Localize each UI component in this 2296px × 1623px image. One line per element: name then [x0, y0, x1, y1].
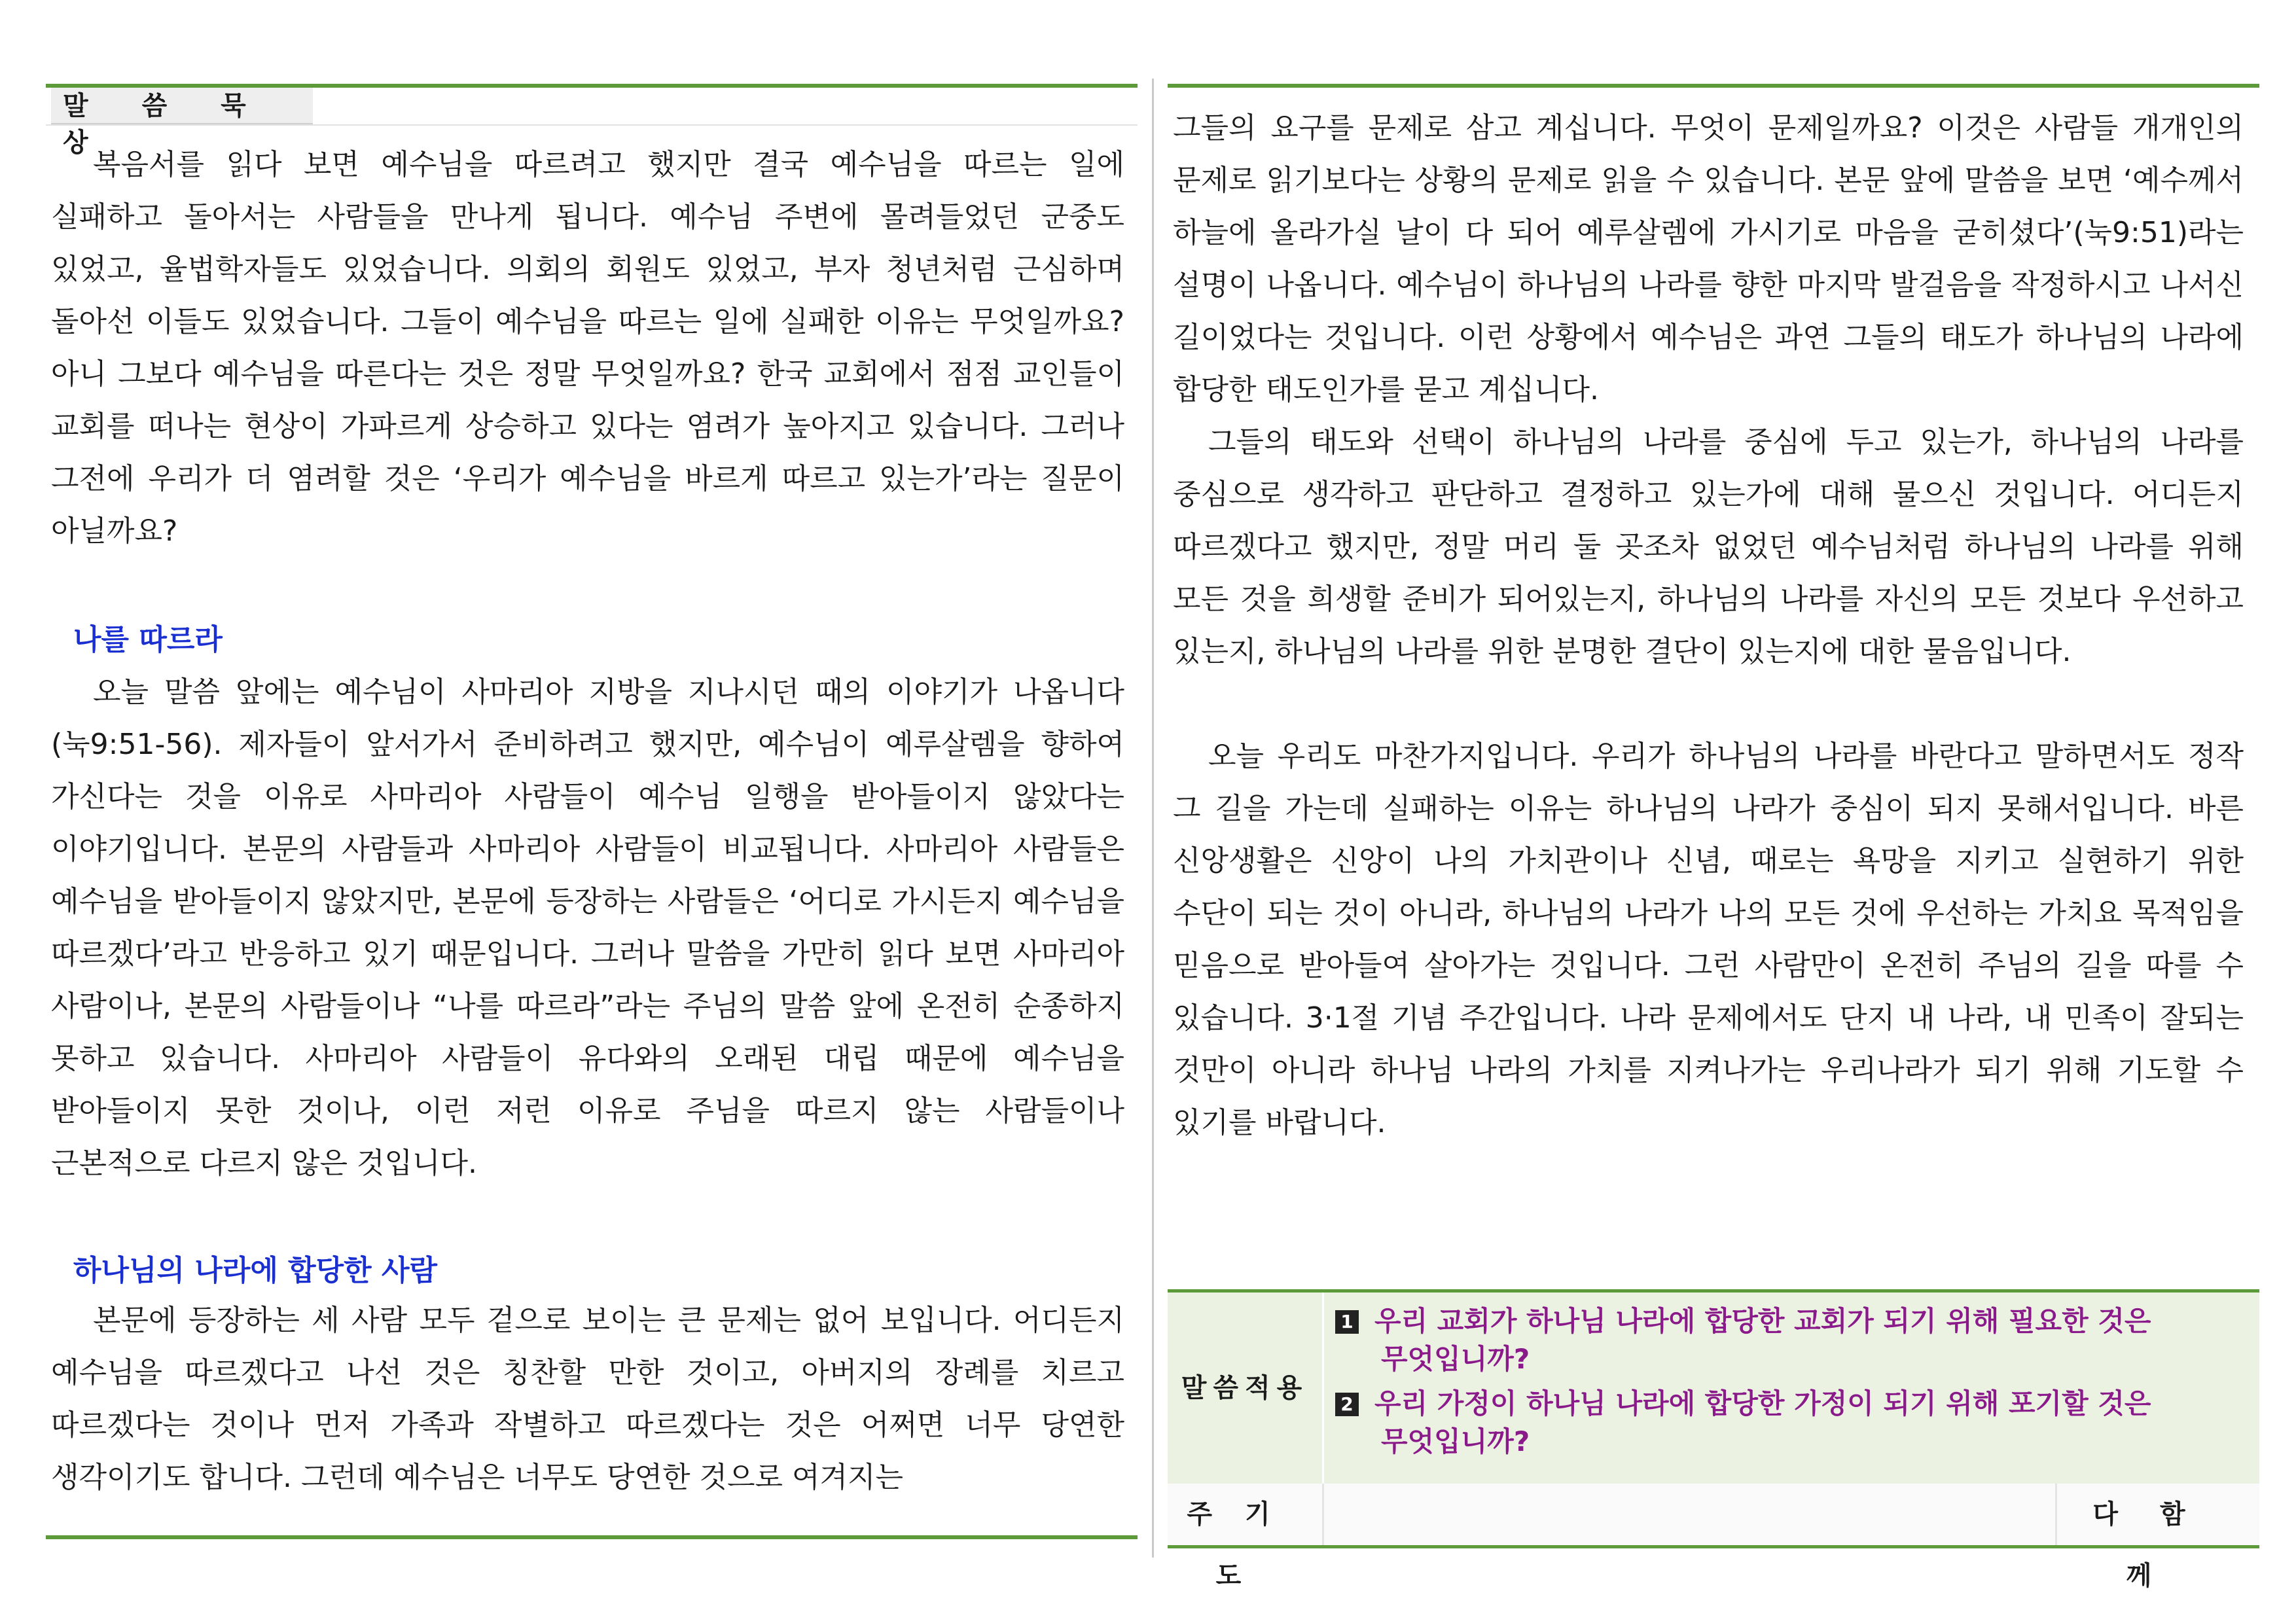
column-divider	[1152, 79, 1154, 1558]
question-2-line2: 무엇입니까?	[1381, 1425, 1530, 1457]
intro-paragraph: 복음서를 읽다 보면 예수님을 따르려고 했지만 결국 예수님을 따르는 일에 실패하고 돌아서는 사람들을 만나게 됩니다. 예수님 주변에 몰려들었던 군중도 있었고, 율법학자들도 있었습니다. 의회의 회원도 있었고, 부자 청년처럼 근심하며 돌아선 이들도 있었습니다. 그들이 예수님을 따르는 일에 실패한 이유는 무엇일까요? 아니 그보다 예수님을 따른다는 것은 정말 무엇일까요? 한국 교회에서 점점 교인들이 교회를 떠나는 현상이 가파르게 상승하고 있다는 염려가 높아지고 있습니다. 그러나 그전에 우리가 더 염려할 것은 ‘우리가 예수님을 바르게 따르고 있는가’라는 질문이 아닐까요?	[51, 148, 1124, 548]
section-label: 말 씀 묵 상	[51, 88, 313, 124]
apply-separator	[1322, 1293, 1324, 1484]
question-2	[1335, 1385, 2238, 1461]
left-column	[46, 0, 1138, 1623]
section-underline	[46, 124, 1138, 126]
prayer-label: 주기도	[1187, 1499, 1303, 1591]
kingdom-worthy-paragraph: 본문에 등장하는 세 사람 모두 겉으로 보이는 큰 문제는 없어 보입니다. 어디든지 예수님을 따르겠다고 나선 것은 칭찬할 만한 것이고, 아버지의 장례를 치르고 따르겠다는 것이나 먼저 가족과 작별하고 따르겠다는 것은 어쩌면 너무 당연한 생각이기도 합니다. 그런데 예수님은 너무도 당연한 것으로 여겨지는	[51, 1304, 1125, 1494]
together-label: 다함께	[2092, 1499, 2227, 1591]
question-1-line1: 우리 교회가 하나님 나라에 합당한 교회가 되기 위해 필요한 것은	[1374, 1305, 2151, 1337]
continuation-paragraph: 그들의 요구를 문제로 삼고 계십니다. 무엇이 문제일까요? 이것은 사람들 개개인의 문제로 읽기보다는 상황의 문제로 읽을 수 있습니다. 본문 앞에 말씀을 보면 ‘예수께서 하늘에 올라가실 날이 다 되어 예루살렘에 가시기로 마음을 굳히셨다’(눅9:51)라는 설명이 나옵니다. 예수님이 하나님의 나라를 향한 마지막 발걸음을 작정하시고 나서신 길이었다는 것입니다. 이런 상황에서 예수님은 과연 그들의 태도가 하나님의 나라에 합당한 태도인가를 묻고 계십니다.	[1173, 111, 2244, 406]
apply-label: 말씀적용	[1181, 1373, 1309, 1403]
question-1	[1335, 1302, 2238, 1378]
question-1-line2: 무엇입니까?	[1381, 1343, 1530, 1375]
question-number-2: 2	[1335, 1393, 1359, 1416]
right-column	[1168, 0, 2259, 1283]
prayer-separator-right	[2055, 1484, 2057, 1545]
subheading-kingdom-worthy: 하나님의 나라에 합당한 사람	[73, 1254, 438, 1287]
question-2-line1: 우리 가정이 하나님 나라에 합당한 가정이 되기 위해 포기할 것은	[1374, 1387, 2151, 1419]
follow-me-paragraph: 오늘 말씀 앞에는 예수님이 사마리아 지방을 지나시던 때의 이야기가 나옵니다(눅9:51-56). 제자들이 앞서가서 준비하려고 했지만, 예수님이 예루살렘을 향하여 가신다는 것을 이유로 사마리아 사람들이 예수님 일행을 받아들이지 않았다는 이야기입니다. 본문의 사람들과 사마리아 사람들이 비교됩니다. 사마리아 사람들은 예수님을 받아들이지 않았지만, 본문에 등장하는 사람들은 ‘어디로 가시든지 예수님을 따르겠다’라고 반응하고 있기 때문입니다. 그러나 말씀을 가만히 읽다 보면 사마리아 사람이나, 본문의 사람들이나 “나를 따르라”라는 주님의 말씀 앞에 온전히 순종하지 못하고 있습니다. 사마리아 사람들이 유다와의 오래된 대립 때문에 예수님을 받아들이지 못한 것이나, 이런 저런 이유로 주님을 따르지 않는 사람들이나 근본적으로 다르지 않은 것입니다.	[51, 675, 1124, 1180]
question-number-1: 1	[1335, 1310, 1359, 1334]
prayer-separator-left	[1322, 1484, 1324, 1545]
subheading-follow-me: 나를 따르라	[73, 623, 223, 656]
today-paragraph: 오늘 우리도 마찬가지입니다. 우리가 하나님의 나라를 바란다고 말하면서도 정작 그 길을 가는데 실패하는 이유는 하나님의 나라가 중심이 되지 못해서입니다. 바른 신앙생활은 신앙이 나의 가치관이나 신념, 때로는 욕망을 지키고 실현하기 위한 수단이 되는 것이 아니라, 하나님의 나라가 나의 모든 것에 우선하는 가치요 목적임을 믿음으로 받아들여 살아가는 것입니다. 그런 사람만이 온전히 주님의 길을 따를 수 있습니다. 3·1절 기념 주간입니다. 나라 문제에서도 단지 내 나라, 내 민족이 잘되는 것만이 아니라 하나님 나라의 가치를 지켜나가는 우리나라가 되기 위해 기도할 수 있기를 바랍니다.	[1173, 740, 2244, 1139]
left-bottom-rule	[46, 1535, 1138, 1539]
right-bottom-rule	[1168, 1545, 2259, 1548]
attitude-paragraph: 그들의 태도와 선택이 하나님의 나라를 중심에 두고 있는가, 하나님의 나라를 중심으로 생각하고 판단하고 결정하고 있는가에 대해 물으신 것입니다. 어디든지 따르겠다고 했지만, 정말 머리 둘 곳조차 없었던 예수님처럼 하나님의 나라를 위해 모든 것을 희생할 준비가 되어있는지, 하나님의 나라를 자신의 모든 것보다 우선하고 있는지, 하나님의 나라를 위한 분명한 결단이 있는지에 대한 물음입니다.	[1173, 425, 2244, 668]
